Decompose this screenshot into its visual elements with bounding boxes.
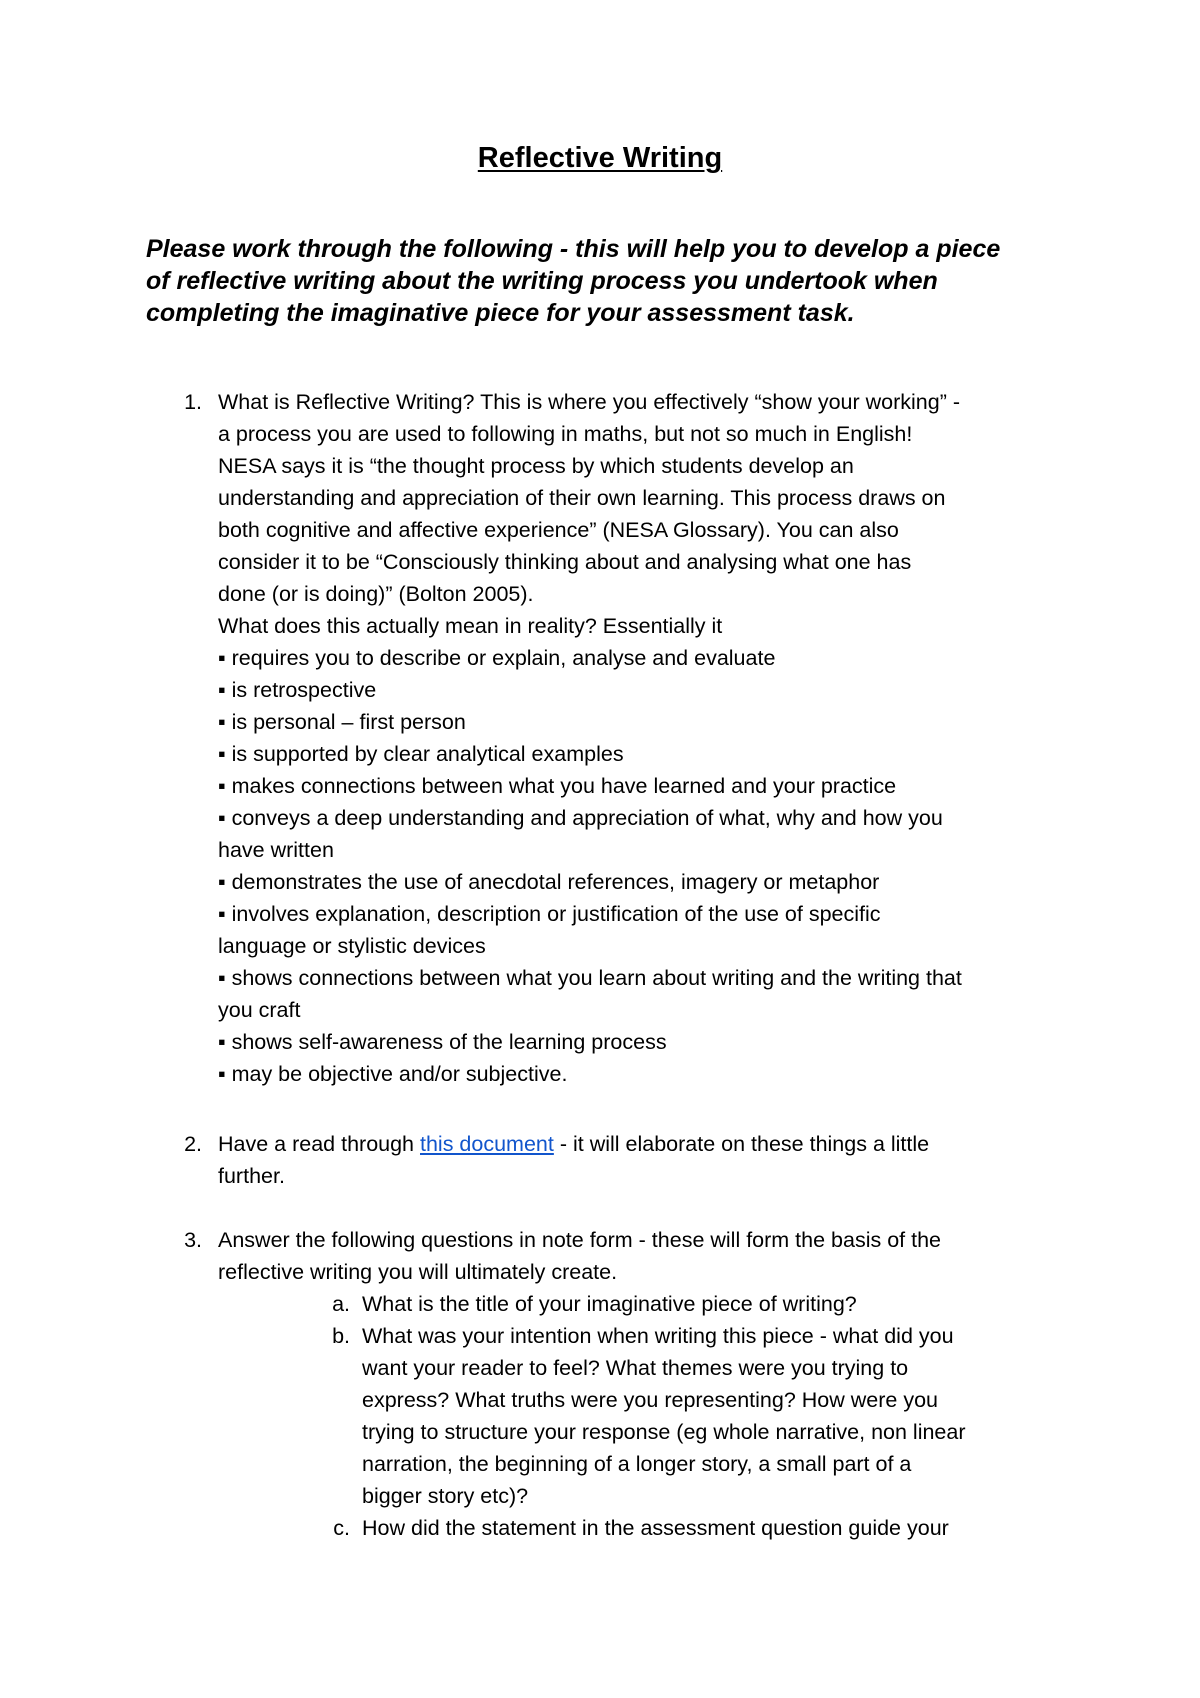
intro-line: Please work through the following - this will help you to develop a piece bbox=[146, 235, 1001, 263]
list-number: 1. bbox=[184, 390, 202, 414]
bullet-line: ▪ involves explanation, description or justification of the use of specific bbox=[218, 902, 881, 926]
sub-item-line: narration, the beginning of a longer story, a small part of a bbox=[362, 1452, 912, 1476]
intro-line: completing the imaginative piece for your assessment task. bbox=[146, 299, 855, 327]
bullet-line: have written bbox=[218, 838, 334, 862]
bullet-line: ▪ demonstrates the use of anecdotal references, imagery or metaphor bbox=[218, 870, 880, 894]
sub-item-line: trying to structure your response (eg whole narrative, non linear bbox=[362, 1420, 966, 1444]
bullet-line: ▪ is retrospective bbox=[218, 678, 377, 702]
bullet-line: ▪ conveys a deep understanding and appreciation of what, why and how you bbox=[218, 806, 943, 830]
sub-item-text bbox=[362, 1320, 1022, 1512]
paragraph-line bbox=[218, 1128, 1063, 1160]
text-before-link: Have a read through bbox=[218, 1132, 420, 1156]
bullet-line: ▪ may be objective and/or subjective. bbox=[218, 1062, 568, 1086]
list-item-2-body bbox=[218, 1128, 1063, 1192]
document-title-text: Reflective Writing bbox=[477, 142, 723, 174]
sub-item-line: What is the title of your imaginative piece of writing? bbox=[362, 1292, 857, 1316]
sub-item-line: want your reader to feel? What themes were you trying to bbox=[362, 1356, 909, 1380]
paragraph-line: What does this actually mean in reality? Essentially it bbox=[218, 614, 723, 638]
list-number: 2. bbox=[184, 1132, 202, 1156]
sub-item-text bbox=[362, 1288, 1022, 1320]
sub-item-letter: b. bbox=[332, 1324, 350, 1348]
list-number: 3. bbox=[184, 1228, 202, 1252]
sub-item-text bbox=[362, 1512, 1022, 1544]
sub-item-line: What was your intention when writing this piece - what did you bbox=[362, 1324, 954, 1348]
paragraph-line: Answer the following questions in note form - these will form the basis of the bbox=[218, 1228, 941, 1252]
sub-item-line: bigger story etc)? bbox=[362, 1484, 529, 1508]
paragraph-line: a process you are used to following in maths, but not so much in English! bbox=[218, 422, 913, 446]
paragraph-line: both cognitive and affective experience” (NESA Glossary). You can also bbox=[218, 518, 899, 542]
document-link[interactable]: this document bbox=[420, 1132, 554, 1156]
sub-item-line: express? What truths were you representing? How were you bbox=[362, 1388, 938, 1412]
paragraph-line: further. bbox=[218, 1164, 285, 1188]
bullet-line: you craft bbox=[218, 998, 301, 1022]
paragraph-line: What is Reflective Writing? This is where you effectively “show your working” - bbox=[218, 390, 961, 414]
paragraph-line: reflective writing you will ultimately create. bbox=[218, 1260, 618, 1284]
paragraph-line: consider it to be “Consciously thinking about and analysing what one has bbox=[218, 550, 912, 574]
text-after-link: - it will elaborate on these things a little bbox=[553, 1132, 930, 1156]
bullet-line: ▪ is supported by clear analytical examples bbox=[218, 742, 624, 766]
bullet-line: ▪ is personal – first person bbox=[218, 710, 466, 734]
intro-line: of reflective writing about the writing process you undertook when bbox=[146, 267, 938, 295]
bullet-line: ▪ shows self-awareness of the learning process bbox=[218, 1030, 667, 1054]
intro-paragraph bbox=[146, 230, 1066, 326]
bullet-line: ▪ makes connections between what you have learned and your practice bbox=[218, 774, 897, 798]
list-item-1-body bbox=[218, 386, 1063, 1090]
bullet-line: language or stylistic devices bbox=[218, 934, 486, 958]
sub-item-letter: a. bbox=[332, 1292, 350, 1316]
sub-item-line: How did the statement in the assessment question guide your bbox=[362, 1516, 949, 1540]
bullet-line: ▪ shows connections between what you learn about writing and the writing that bbox=[218, 966, 962, 990]
paragraph-line: understanding and appreciation of their own learning. This process draws on bbox=[218, 486, 946, 510]
bullet-line: ▪ requires you to describe or explain, analyse and evaluate bbox=[218, 646, 776, 670]
list-item-3-body bbox=[218, 1224, 1063, 1288]
paragraph-line: done (or is doing)” (Bolton 2005). bbox=[218, 582, 534, 606]
document-title bbox=[0, 140, 1200, 176]
paragraph-line: NESA says it is “the thought process by which students develop an bbox=[218, 454, 854, 478]
sub-item-letter: c. bbox=[333, 1516, 350, 1540]
